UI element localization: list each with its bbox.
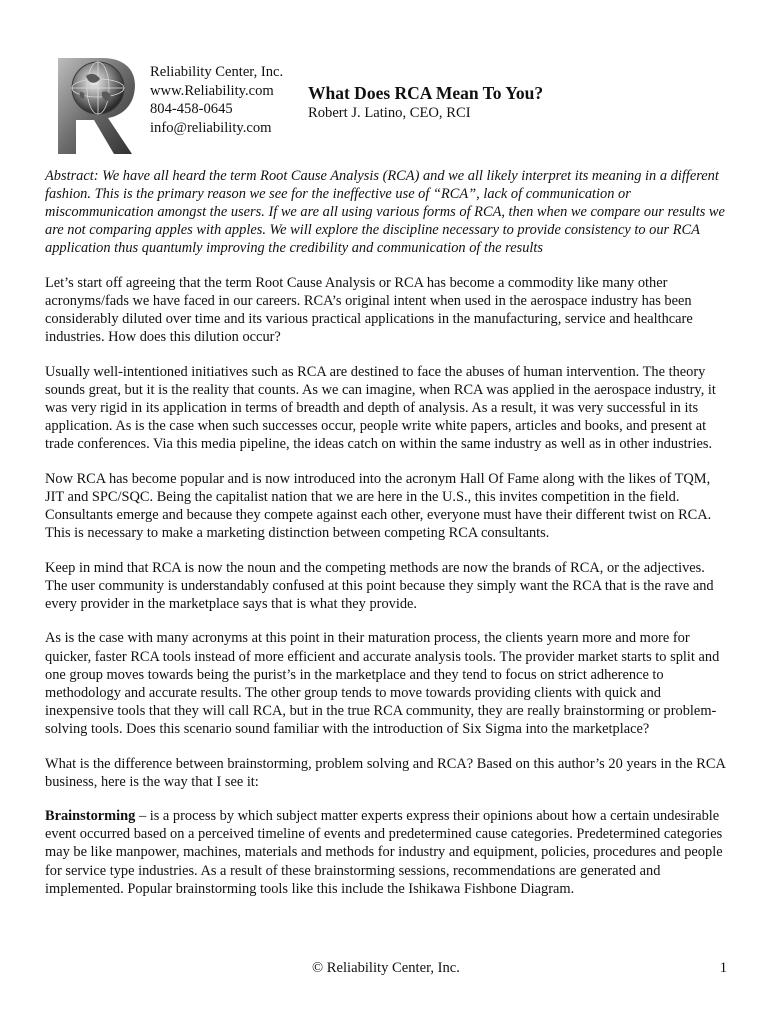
- body-paragraph: Keep in mind that RCA is now the noun and the competing methods are now the brands of RCA, or the adjectives. The user community is understandably confused at this point because they simply want the RCA that is the rave and every provider in the marketplace says that is what they provide.: [45, 559, 714, 612]
- body-paragraph: What is the difference between brainstorming, problem solving and RCA? Based on this author’s 20 years in the RCA business, here is the way that I see it:: [45, 755, 726, 790]
- footer-copyright: © Reliability Center, Inc.: [312, 960, 460, 976]
- author-byline: Robert J. Latino, CEO, RCI: [308, 105, 471, 121]
- definition-term: Brainstorming: [45, 808, 136, 825]
- company-name: Reliability Center, Inc.: [150, 64, 284, 80]
- abstract-paragraph: Abstract: We have all heard the term Root Cause Analysis (RCA) and we all likely interpret its meaning in a different fashion. This is the primary reason we see for the ineffective use of “RCA”, lack of communication or miscommunication amongst the users. If we are all using various forms of RCA, then when we compare our results we are not comparing apples with apples. We will explore the discipline necessary to provide consistency to our RCA application thus quantumly improving the credibility and communication of the results: [45, 168, 725, 257]
- title-block: [308, 82, 543, 122]
- website-link[interactable]: www.Reliability.com: [150, 82, 274, 99]
- page-number: 1: [719, 960, 727, 976]
- phone-number: 804-458-0645: [150, 101, 233, 117]
- document-body: [45, 167, 730, 914]
- body-paragraph: Let’s start off agreeing that the term Root Cause Analysis or RCA has become a commodity like many other acronyms/fads we have faced in our careers. RCA’s original intent when used in the aerospace industry has been considerably diluted over time and its various practical applications in the manufacturing, service and healthcare industries. How does this dilution occur?: [45, 274, 693, 346]
- contact-block: [150, 63, 283, 137]
- definition-paragraph: [45, 807, 730, 897]
- document-title: What Does RCA Mean To You?: [308, 83, 544, 103]
- rci-globe-r-logo-icon: [50, 54, 142, 158]
- definition-text: – is a process by which subject matter experts express their opinions about how a certain undesirable event occurred based on a perceived timeline of events and predetermined cause categories. Predetermined categories may be like manpower, machines, materials and methods for industry and equipment, policies, procedures and people for service type industries. As a result of these brainstorming sessions, recommendations are generated and implemented. Popular brainstorming tools like this include the Ishikawa Fishbone Diagram.: [45, 808, 723, 897]
- body-paragraph: As is the case with many acronyms at this point in their maturation process, the clients yearn more and more for quicker, faster RCA tools instead of more efficient and accurate analysis tools. The provider market starts to split and one group moves towards being the purist’s in the marketplace and they tend to focus on strict adherence to methodology and accurate results. The other group tends to move towards providing clients with quick and inexpensive tools that they will call RCA, but in the true RCA community, they are really brainstorming or problem-solving tools. Does this scenario sound familiar with the introduction of Six Sigma into the marketplace?: [45, 630, 720, 737]
- email-link[interactable]: info@reliability.com: [150, 119, 272, 136]
- body-paragraph: Usually well-intentioned initiatives such as RCA are destined to face the abuses of human intervention. The theory sounds great, but it is the reality that counts. As we can imagine, when RCA was applied in the aerospace industry, it was very rigid in its application in terms of breadth and depth of analysis. As a result, it was very successful in its application. As is the case when such successes occur, people write white papers, articles and books, and present at trade conferences. Via this media pipeline, the ideas catch on within the same industry as well as in other industries.: [45, 363, 716, 453]
- body-paragraph: Now RCA has become popular and is now introduced into the acronym Hall Of Fame along with the likes of TQM, JIT and SPC/SQC. Being the capitalist nation that we are here in the U.S., this invites competition in the field. Consultants emerge and because they compete against each other, everyone must have their different twist on RCA. This is necessary to make a marketing distinction between competing RCA consultants.: [45, 470, 712, 542]
